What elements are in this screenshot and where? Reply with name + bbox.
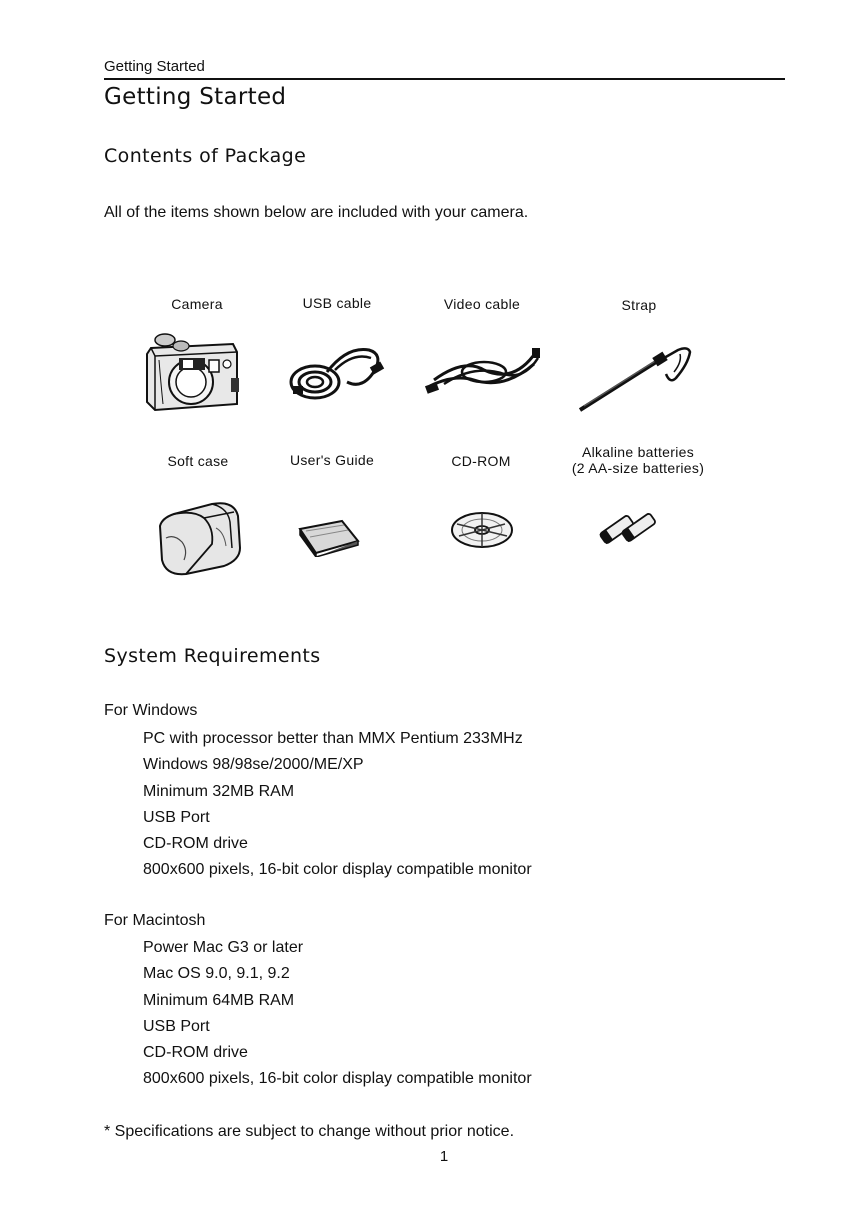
page-title: Getting Started bbox=[104, 84, 287, 110]
footnote: * Specifications are subject to change without prior notice. bbox=[104, 1123, 515, 1140]
soft-case-icon bbox=[154, 498, 244, 578]
windows-heading: For Windows bbox=[104, 702, 198, 719]
list-item: Windows 98/98se/2000/ME/XP bbox=[143, 756, 364, 774]
list-item: 800x600 pixels, 16-bit color display compatible monitor bbox=[143, 861, 532, 879]
contents-heading: Contents of Package bbox=[104, 145, 307, 167]
list-item: Minimum 64MB RAM bbox=[143, 991, 295, 1009]
item-label-cd-rom: CD-ROM bbox=[451, 453, 511, 469]
users-guide-icon bbox=[296, 517, 362, 557]
list-item: 800x600 pixels, 16-bit color display compatible monitor bbox=[143, 1070, 532, 1088]
list-item: USB Port bbox=[143, 808, 210, 826]
item-label-usb-cable: USB cable bbox=[302, 295, 372, 311]
list-item: USB Port bbox=[143, 1017, 210, 1035]
list-item: Mac OS 9.0, 9.1, 9.2 bbox=[143, 965, 290, 983]
item-label-batteries bbox=[548, 444, 728, 476]
video-cable-icon bbox=[424, 344, 542, 398]
batteries-icon bbox=[596, 504, 662, 548]
page-number: 1 bbox=[439, 1148, 449, 1165]
running-header: Getting Started bbox=[104, 58, 205, 75]
list-item: Minimum 32MB RAM bbox=[143, 782, 295, 800]
camera-icon bbox=[141, 330, 243, 414]
list-item: CD-ROM drive bbox=[143, 835, 248, 853]
item-label-soft-case: Soft case bbox=[167, 453, 229, 469]
item-label-batteries-line2: (2 AA-size batteries) bbox=[571, 460, 705, 476]
list-item: PC with processor better than MMX Pentium 233MHz bbox=[143, 730, 523, 747]
list-item: Power Mac G3 or later bbox=[143, 939, 304, 956]
header-rule bbox=[104, 78, 785, 80]
strap-icon bbox=[576, 344, 696, 414]
system-heading: System Requirements bbox=[104, 645, 321, 667]
usb-cable-icon bbox=[287, 342, 387, 402]
item-label-users-guide: User's Guide bbox=[289, 452, 375, 468]
list-item: CD-ROM drive bbox=[143, 1044, 248, 1062]
mac-heading: For Macintosh bbox=[104, 912, 206, 929]
item-label-strap: Strap bbox=[621, 297, 657, 313]
windows-requirements-list bbox=[143, 729, 532, 887]
mac-requirements-list bbox=[143, 938, 532, 1096]
cd-rom-icon bbox=[449, 510, 515, 550]
item-label-video-cable: Video cable bbox=[443, 296, 521, 312]
item-label-batteries-line1: Alkaline batteries bbox=[581, 444, 694, 460]
contents-intro: All of the items shown below are included with your camera. bbox=[104, 204, 529, 221]
item-label-camera: Camera bbox=[171, 296, 223, 312]
